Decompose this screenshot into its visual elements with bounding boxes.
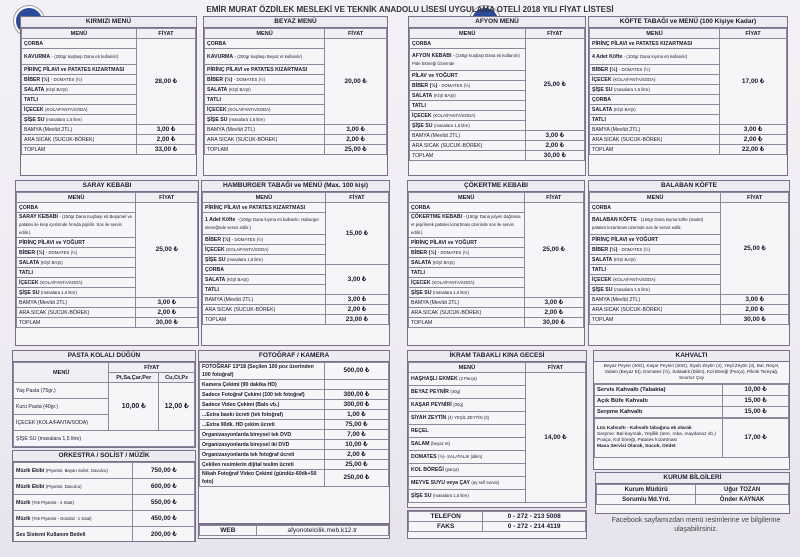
menu-item: ÇORBA	[205, 39, 325, 49]
kurum-title: KURUM BİLGİLERİ	[596, 473, 789, 484]
menu-item: BİBER (½) - DOMATES (½)	[22, 75, 137, 85]
col-menu: MENÜ	[17, 193, 136, 203]
extra-price: 3,00 ₺	[525, 131, 585, 141]
kurum-person: Uğur TOZAN	[696, 485, 789, 495]
extra-price: 30,00 ₺	[721, 315, 789, 325]
ikram-price: 14,00 ₺	[525, 373, 585, 503]
menu-item: PİRİNÇ PİLAVI ve YOĞURT	[17, 238, 136, 248]
menu-item: İÇECEK (KOLA/FANTA/SODA)	[409, 278, 525, 288]
menu-item: İÇECEK (KOLA/FANTA/SODA)	[205, 105, 325, 115]
ikram-item: REÇEL	[409, 425, 526, 438]
menu-price: 25,00 ₺	[524, 203, 584, 298]
menu-title: KÖFTE TABAĞI ve MENÜ (100 Kişiye Kadar)	[589, 17, 787, 28]
foto-price: 500,00 ₺	[324, 363, 388, 380]
col-weekday: Pt,Sa,Çar,Per	[109, 373, 159, 383]
music-item	[14, 479, 133, 495]
menu-item: SALATA (KİŞİ BAŞI)	[590, 105, 720, 115]
extra-price: 2,00 ₺	[524, 308, 584, 318]
extra-item: BAMYA (Mevlüt 2TL)	[409, 298, 525, 308]
extra-price: 30,00 ₺	[136, 318, 198, 328]
music-item	[14, 511, 133, 527]
menu-item: AFYON KEBABI - (140gr kuşbaşı Dana eti kullanılır) Pide Ekmeği Üzerinde	[410, 49, 526, 71]
menu-price: 20,00 ₺	[325, 39, 387, 125]
menu-item: 1 Adet Köfte - (100gr Dana kıyma eti kullanılır. Haburger ekmeğinde servis edilir.)	[203, 213, 326, 235]
menu-item: TATLI	[17, 268, 136, 278]
foto-item: FOTOĞRAF 13*18 (Seçilen 100 poz üzerinden 100 fotoğraf)	[200, 363, 325, 380]
menu-item: TATLI	[410, 101, 526, 111]
extra-price: 30,00 ₺	[525, 151, 585, 161]
menu-box	[201, 180, 390, 346]
foto-price: 1,00 ₺	[324, 410, 388, 420]
menu-item: TATLI	[203, 285, 326, 295]
music-name: Müzik Ekibi	[16, 483, 45, 490]
col-menu: MENÜ	[14, 363, 109, 383]
menu-item: BİBER (½) - DOMATES (½)	[410, 81, 526, 91]
menu-title: SARAY KEBABI	[16, 181, 198, 192]
col-menu: MENÜ	[409, 193, 525, 203]
extra-item: TOPLAM	[17, 318, 136, 328]
menu-item: ŞİŞE SU (masalara 1,5 litre)	[590, 85, 720, 95]
extra-item: TOPLAM	[22, 145, 137, 155]
menu-box	[588, 16, 788, 176]
page-title: EMİR MURAT ÖZDİLEK MESLEKİ VE TEKNİK ANADOLU LİSESİ UYGULAMA OTELİ 2018 YILI FİYAT LİSTESİ	[206, 5, 614, 14]
menu-item: ÇORBA	[409, 203, 525, 213]
tel-label: TELEFON	[409, 512, 483, 522]
extra-price: 22,00 ₺	[720, 145, 787, 155]
kahvalti-price: 15,00 ₺	[723, 407, 789, 418]
extra-price: 3,00 ₺	[325, 295, 388, 305]
foto-box	[198, 350, 390, 524]
col-menu: MENÜ	[590, 193, 721, 203]
orkestra-box	[12, 450, 196, 542]
ikram-item: ŞİŞE SU (masalara 1,5 litre)	[409, 490, 526, 503]
menu-item: PİRİNÇ PİLAVI ve PATATES KIZARTMASI	[22, 65, 137, 75]
lux-kahvalti	[595, 419, 723, 458]
menu-item: İÇECEK (KOLA/FANTA/SODA)	[22, 105, 137, 115]
menu-box	[588, 180, 790, 346]
menu-item: SALATA (KİŞİ BAŞI)	[590, 255, 721, 265]
menu-item: TATLI	[409, 268, 525, 278]
menu-item: TATLI	[590, 115, 720, 125]
lux-serpme: Serpme: Bal-kaymak, Yeşillik (tere, roka, maydanoz vb.) Poaça, Kol böreği, Patates kızartması	[597, 432, 716, 443]
menu-item: BİBER (½) - DOMATES (½)	[590, 245, 721, 255]
music-price: 600,00 ₺	[133, 479, 195, 495]
menu-item: ŞİŞE SU (masalara 1,5 litre)	[22, 115, 137, 125]
ikram-item: HAŞHAŞLI EKMEK (2 Parça)	[409, 373, 526, 386]
col-price: FİYAT	[524, 193, 584, 203]
foto-item: ...Extra 90dk. HD çekim ücreti	[200, 420, 325, 430]
kurum-role: Sorumlu Md.Yrd.	[597, 495, 696, 505]
col-price: FİYAT	[720, 29, 787, 39]
menu-price-extra: 3,00 ₺	[325, 265, 388, 295]
foto-item: Çekilen resimlerin dijital teslim ücreti	[200, 460, 325, 470]
kurum-person: Önder KAYNAK	[696, 495, 789, 505]
extra-item: ARA SICAK (SUCUK-BÖREK)	[203, 305, 326, 315]
col-price: FİYAT	[525, 363, 585, 373]
foto-item: Organizasyonlarda bireysel tek DVD	[200, 430, 325, 440]
extra-price: 3,00 ₺	[136, 298, 198, 308]
foto-item: Sadece Fotoğraf Çekimi (100 tek fotoğraf)	[200, 390, 325, 400]
menu-box	[408, 16, 586, 176]
music-price: 200,00 ₺	[133, 527, 195, 543]
menu-item: 4 Adet Köfte - (100gr Dana kıyma eti kullanılır)	[590, 49, 720, 65]
menu-price: 17,00 ₺	[720, 39, 787, 125]
extra-item: BAMYA (Mevlüt 2TL)	[17, 298, 136, 308]
col-menu: MENÜ	[410, 29, 526, 39]
menu-item: SARAY KEBABI - (150gr Dana Kuşbaşı eti Beşamel ve patates ile krep içerisinde fırında pişirilir. Sos ile servis edilir.)	[17, 213, 136, 238]
foto-item: Kamera Çekimi (90 dakika HD)	[200, 380, 325, 390]
menu-title: ÇÖKERTME KEBABI	[408, 181, 584, 192]
music-item	[14, 495, 133, 511]
col-menu: MENÜ	[22, 29, 137, 39]
menu-box	[15, 180, 199, 346]
contact-bar	[407, 510, 587, 539]
extra-item: ARA SICAK (SUCUK-BÖREK)	[205, 135, 325, 145]
kahvalti-box	[593, 350, 790, 470]
pasta-price-weekday: 10,00 ₺	[109, 383, 159, 431]
menu-box	[203, 16, 388, 176]
menu-item: ÇÖKERTME KEBABI - (150gr Dana julyen doğrama et pişirilerek patates kızartması üzerinde sos ile servis edilir.)	[409, 213, 525, 238]
extra-item: TOPLAM	[590, 145, 720, 155]
foto-item: Nikah Fotoğraf Video Çekimi (gündüz-60dk+50 foto)	[200, 470, 325, 487]
extra-item: TOPLAM	[205, 145, 325, 155]
web-bar	[198, 524, 390, 539]
menu-item: TATLI	[205, 95, 325, 105]
music-detail: (Piyanist, Bayan Solist, Davulcu)	[45, 467, 108, 473]
foto-price: 75,00 ₺	[324, 420, 388, 430]
menu-item: SALATA (KİŞİ BAŞI)	[409, 258, 525, 268]
kahvalti-desc: Beyaz Peynir (40G), Kaşar Peyniri (30G), Siyah Zeytin (4), Yeşil Zeytin (3), Bal, Reçel, Salam (Beyaz Et), Domates (½), Salatalık (Dilim), Kol Böreği (Parça), Piknik Tereyağ, Sınırsız Çay	[594, 362, 789, 384]
web-url[interactable]: afyonotelcilik.meb.k12.tr	[256, 526, 388, 536]
extra-price: 25,00 ₺	[325, 145, 387, 155]
extra-item: BAMYA (Mevlüt 2TL)	[205, 125, 325, 135]
col-price: FİYAT	[109, 363, 195, 373]
extra-item: TOPLAM	[409, 318, 525, 328]
extra-price: 2,00 ₺	[720, 135, 787, 145]
menu-item: SALATA (KİŞİ BAŞI)	[410, 91, 526, 101]
web-label: WEB	[200, 526, 257, 536]
menu-item: ÇORBA	[17, 203, 136, 213]
pasta-item: Yaş Pasta (75gr.)	[14, 383, 109, 399]
kahvalti-title: KAHVALTI	[594, 351, 789, 362]
fax-number: 0 - 272 - 214 4119	[483, 522, 586, 532]
ikram-item: MEYVE SUYU veya ÇAY (ay self servis)	[409, 477, 526, 490]
extra-price: 30,00 ₺	[524, 318, 584, 328]
music-detail: (Piyanist, Davulcu)	[45, 483, 82, 489]
foto-price: 300,00 ₺	[324, 390, 388, 400]
orkestra-title: ORKESTRA / SOLİST / MÜZİK	[13, 451, 195, 462]
menu-item: ÇORBA	[590, 95, 720, 105]
menu-item: SALATA (KİŞİ BAŞI)	[205, 85, 325, 95]
menu-item: ÇORBA	[410, 39, 526, 49]
menu-item: SALATA (KİŞİ BAŞI)	[22, 85, 137, 95]
ikram-box	[407, 350, 587, 508]
menu-title: KIRMIZI MENÜ	[21, 17, 196, 28]
extra-item: ARA SICAK (SUCUK-BÖREK)	[590, 305, 721, 315]
menu-item: İÇECEK (KOLA/FANTA/SODA)	[590, 275, 721, 285]
ikram-item: DOMATES (½)- SALATALIK (dilim)	[409, 451, 526, 464]
menu-item: BİBER (½) - DOMATES (½)	[409, 248, 525, 258]
extra-item: BAMYA (Mevlüt 2TL)	[410, 131, 526, 141]
menu-title: HAMBURGER TABAĞI ve MENÜ (Max. 100 kişi)	[202, 181, 389, 192]
extra-price: 3,00 ₺	[325, 125, 387, 135]
extra-item: ARA SICAK (SUCUK-BÖREK)	[590, 135, 720, 145]
music-price: 450,00 ₺	[133, 511, 195, 527]
foto-title: FOTOĞRAF / KAMERA	[199, 351, 389, 362]
kurum-box	[595, 472, 790, 514]
extra-item: BAMYA (Mevlüt 2TL)	[590, 295, 721, 305]
extra-price: 2,00 ₺	[325, 305, 388, 315]
col-menu: MENÜ	[205, 29, 325, 39]
ikram-item: KAŞAR PEYNİRİ (30g)	[409, 399, 526, 412]
menu-price: 25,00 ₺	[136, 203, 198, 298]
extra-item: ARA SICAK (SUCUK-BÖREK)	[410, 141, 526, 151]
menu-item: PİRİNÇ PİLAVI ve PATATES KIZARTMASI	[205, 65, 325, 75]
kahvalti-item: Servis Kahvaltı (Tabakta)	[595, 385, 723, 396]
col-menu: MENÜ	[203, 193, 326, 203]
menu-item: KAVURMA - (200gr kuşbaşı Beyaz et kullanılır)	[205, 49, 325, 65]
extra-item: TOPLAM	[590, 315, 721, 325]
lux-title: Lüx Kahvaltı - Kahvaltı tabağına ek olarak	[597, 426, 692, 431]
kahvalti-price: 10,00 ₺	[723, 385, 789, 396]
kurum-role: Kurum Müdürü	[597, 485, 696, 495]
menu-price: 15,00 ₺	[325, 203, 388, 265]
menu-item: KAVURMA - (200gr kuşbaşı Dana eti kullanılır)	[22, 49, 137, 65]
foto-price: 250,00 ₺	[324, 470, 388, 487]
music-price: 750,00 ₺	[133, 463, 195, 479]
menu-item: ÇORBA	[203, 265, 326, 275]
col-menu: MENÜ	[409, 363, 526, 373]
ikram-item: BEYAZ PEYNİR (40g)	[409, 386, 526, 399]
foto-item: Organizasyonlarda tek fotoğraf ücreti	[200, 450, 325, 460]
menu-box	[407, 180, 585, 346]
pasta-item: ŞİŞE SU (masalara 1,5 litre)	[14, 431, 195, 447]
pasta-item: İÇECEK (KOLA/FANTA/SODA)	[14, 415, 109, 431]
menu-box	[20, 16, 197, 176]
ikram-item: SİYAH ZEYTİN (4) YEŞİL ZEYTİN (3)	[409, 412, 526, 425]
col-menu: MENÜ	[590, 29, 720, 39]
foto-price: 300,00 ₺	[324, 400, 388, 410]
music-name: Müzik Ekibi	[16, 467, 45, 474]
foto-price: 25,00 ₺	[324, 460, 388, 470]
menu-item: İÇECEK (KOLA/FANTA/SODA)	[590, 75, 720, 85]
menu-item: ŞİŞE SU (masalara 1,5 litre)	[17, 288, 136, 298]
extra-item: BAMYA (Mevlüt 2TL)	[590, 125, 720, 135]
extra-price: 3,00 ₺	[721, 295, 789, 305]
menu-item: İÇECEK (KOLA/FANTA/SODA)	[203, 245, 326, 255]
fax-label: FAKS	[409, 522, 483, 532]
music-name: Ses Sistemi Kullanım Bedeli	[16, 531, 86, 538]
kahvalti-price: 15,00 ₺	[723, 396, 789, 407]
menu-title: BEYAZ MENÜ	[204, 17, 387, 28]
foto-price: 10,00 ₺	[324, 440, 388, 450]
col-price: FİYAT	[136, 193, 198, 203]
extra-price: 2,00 ₺	[325, 135, 387, 145]
extra-item: TOPLAM	[203, 315, 326, 325]
ikram-title: İKRAM TABAKLI KINA GECESİ	[408, 351, 586, 362]
music-name: Müzik	[16, 499, 31, 506]
extra-item: ARA SICAK (SUCUK-BÖREK)	[409, 308, 525, 318]
col-price: FİYAT	[325, 29, 387, 39]
facebook-note: Facebook sayfamızdan menü resimlerine ve bilgilerine ulaşabilirsiniz.	[611, 517, 781, 533]
extra-item: BAMYA (Mevlüt 2TL)	[203, 295, 326, 305]
pasta-item: Kuru Pasta (40gr.)	[14, 399, 109, 415]
music-detail: (Tek Piyanist - 4 Saat)	[31, 499, 74, 505]
menu-price: 28,00 ₺	[136, 39, 195, 125]
col-price: FİYAT	[721, 193, 789, 203]
menu-item: BALABAN KÖFTE - (150gr Dana kıyma köfte (Sadet) patates kızartması üzerinde sos ile servis edilir.	[590, 213, 721, 235]
foto-item: Organizasyonlarda bireysel iki DVD	[200, 440, 325, 450]
menu-item: ŞİŞE SU (masalara 1,5 litre)	[409, 288, 525, 298]
menu-item: SALATA (KİŞİ BAŞI)	[203, 275, 326, 285]
col-weekend: Cu,Ct,Pz	[159, 373, 195, 383]
foto-price	[324, 380, 388, 390]
extra-item: ARA SICAK (SUCUK-BÖREK)	[17, 308, 136, 318]
extra-item: BAMYA (Mevlüt 2TL)	[22, 125, 137, 135]
foto-price: 2,00 ₺	[324, 450, 388, 460]
menu-price: 25,00 ₺	[721, 203, 789, 295]
tel-number: 0 - 272 - 213 5008	[483, 512, 586, 522]
menu-item: TATLI	[22, 95, 137, 105]
menu-item: ÇORBA	[22, 39, 137, 49]
extra-price: 3,00 ₺	[524, 298, 584, 308]
menu-item: ŞİŞE SU (masalara 1,5 litre)	[205, 115, 325, 125]
music-price: 550,00 ₺	[133, 495, 195, 511]
menu-item: PİLAV ve YOĞURT	[410, 71, 526, 81]
kahvalti-item: Açık Büfe Kahvaltı	[595, 396, 723, 407]
extra-item: ARA SICAK (SUCUK-BÖREK)	[22, 135, 137, 145]
extra-price: 2,00 ₺	[721, 305, 789, 315]
menu-title: BALABAN KÖFTE	[589, 181, 789, 192]
music-name: Müzik	[16, 515, 31, 522]
extra-price: 3,00 ₺	[720, 125, 787, 135]
menu-item: TATLI	[590, 265, 721, 275]
foto-price: 7,00 ₺	[324, 430, 388, 440]
menu-item: ÇORBA	[590, 203, 721, 213]
menu-item: BİBER (½) - DOMATES (½)	[590, 65, 720, 75]
lux-masa: Masa Servisi Olarak, Sucuk, Omlet	[597, 444, 676, 449]
extra-price: 33,00 ₺	[136, 145, 195, 155]
menu-item: ŞİŞE SU (masalara 1,5 litre)	[203, 255, 326, 265]
col-price: FİYAT	[325, 193, 388, 203]
menu-title: AFYON MENÜ	[409, 17, 585, 28]
foto-item: ...Extra baskı ücreti (tek fotoğraf)	[200, 410, 325, 420]
music-item	[14, 527, 133, 543]
foto-item: Sadece Video Çekimi (Balo vb.)	[200, 400, 325, 410]
menu-item: PİRİNÇ PİLAVI ve YOĞURT	[590, 235, 721, 245]
music-detail: (Tek Piyanist - Gündüz -1 Saat)	[31, 515, 92, 521]
menu-item: PİRİNÇ PİLAVI ve PATATES KIZARTMASI	[590, 39, 720, 49]
extra-price: 3,00 ₺	[136, 125, 195, 135]
extra-price: 2,00 ₺	[525, 141, 585, 151]
menu-item: BİBER (½) - DOMATES (½)	[205, 75, 325, 85]
menu-item: BİBER (½) - DOMATES (½)	[17, 248, 136, 258]
menu-item: İÇECEK (KOLA/FANTA/SODA)	[410, 111, 526, 121]
extra-price: 2,00 ₺	[136, 308, 198, 318]
menu-item: ŞİŞE SU (masalara 1,5 litre)	[410, 121, 526, 131]
pasta-box	[12, 350, 196, 448]
menu-item: PİRİNÇ PİLAVI ve PATATES KIZARTMASI	[203, 203, 326, 213]
extra-item: TOPLAM	[410, 151, 526, 161]
extra-price: 23,00 ₺	[325, 315, 388, 325]
ikram-item: KOL BÖREĞİ (parça)	[409, 464, 526, 477]
menu-item: BİBER (½) - DOMATES (½)	[203, 235, 326, 245]
extra-price: 2,00 ₺	[136, 135, 195, 145]
menu-price: 25,00 ₺	[525, 39, 585, 131]
lux-price: 17,00 ₺	[723, 419, 789, 458]
music-item	[14, 463, 133, 479]
kahvalti-item: Serpme Kahvaltı	[595, 407, 723, 418]
ikram-item: SALAM (beyaz et)	[409, 438, 526, 451]
pasta-price-weekend: 12,00 ₺	[159, 383, 195, 431]
menu-item: İÇECEK (KOLA/FANTA/SODA)	[17, 278, 136, 288]
menu-item: SALATA (KİŞİ BAŞI)	[17, 258, 136, 268]
menu-item: ŞİŞE SU (masalara 1,5 litre)	[590, 285, 721, 295]
menu-item: PİRİNÇ PİLAVI ve YOĞURT	[409, 238, 525, 248]
pasta-title: PASTA KOLALI DÜĞÜN	[13, 351, 195, 362]
col-price: FİYAT	[525, 29, 585, 39]
col-price: FİYAT	[136, 29, 195, 39]
